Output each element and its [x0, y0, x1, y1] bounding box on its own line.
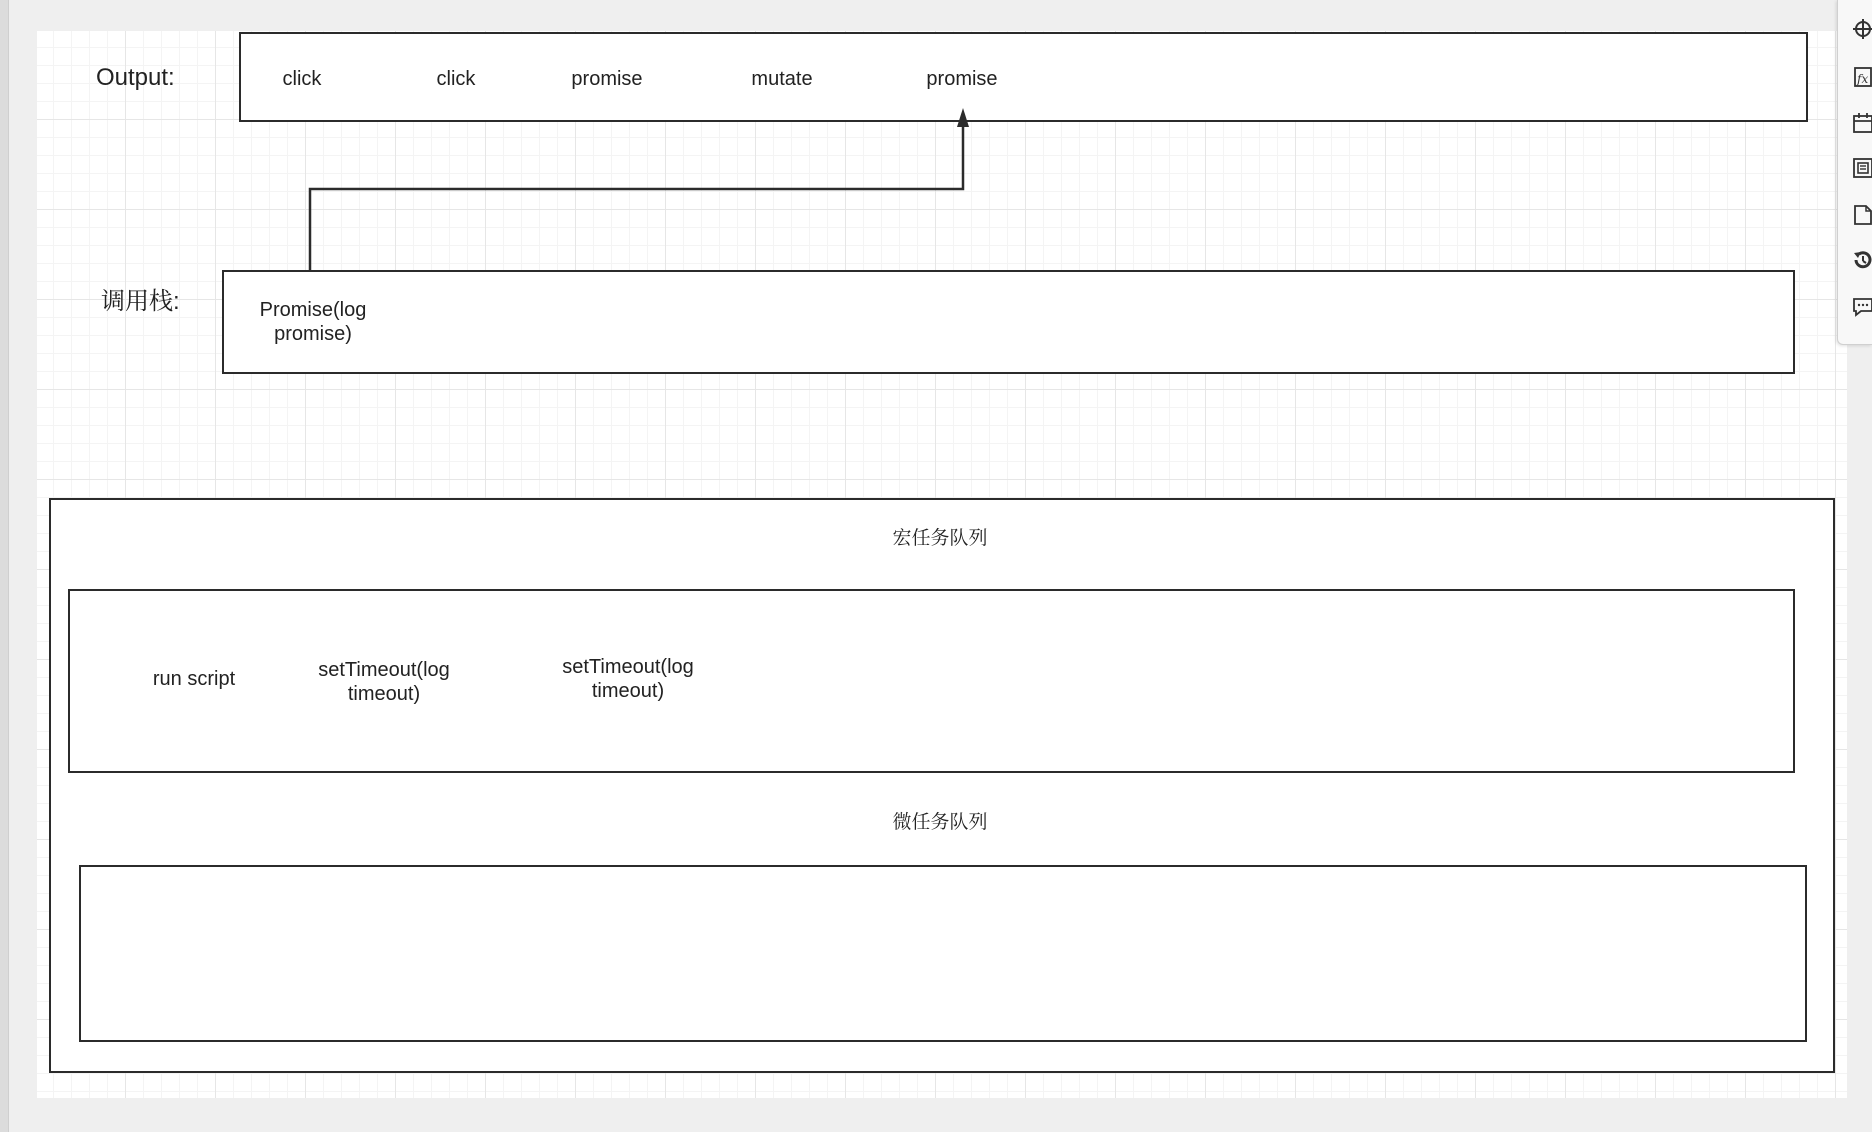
microtask-queue-box[interactable]: [79, 865, 1807, 1042]
macrotask-item-2[interactable]: setTimeout(log timeout): [318, 659, 450, 705]
right-toolbar: [1837, 0, 1872, 345]
callstack-box[interactable]: [222, 270, 1795, 374]
calendar-icon[interactable]: [1852, 108, 1872, 138]
page-icon[interactable]: [1852, 200, 1872, 230]
output-item-3[interactable]: promise: [571, 68, 643, 90]
output-item-5[interactable]: promise: [926, 68, 998, 90]
macrotask-item-1[interactable]: run script: [152, 668, 236, 690]
macrotask-item-3[interactable]: setTimeout(log timeout): [562, 656, 694, 702]
comment-icon[interactable]: [1852, 292, 1872, 322]
document-icon[interactable]: [1852, 153, 1872, 183]
output-item-2[interactable]: click: [436, 68, 476, 90]
function-icon[interactable]: [1852, 62, 1872, 92]
left-edge-divider: [0, 0, 9, 1132]
output-item-1[interactable]: click: [282, 68, 322, 90]
format-panel-icon[interactable]: [1852, 14, 1872, 44]
output-label: Output:: [96, 64, 175, 91]
callstack-item[interactable]: Promise(log promise): [259, 299, 367, 345]
svg-text:fx: fx: [1857, 72, 1869, 86]
microtask-queue-title: 微任务队列: [892, 812, 988, 833]
macrotask-queue-title: 宏任务队列: [892, 528, 988, 549]
history-icon[interactable]: [1852, 245, 1872, 275]
callstack-label: 调用栈:: [101, 288, 180, 315]
output-item-4[interactable]: mutate: [751, 68, 813, 90]
